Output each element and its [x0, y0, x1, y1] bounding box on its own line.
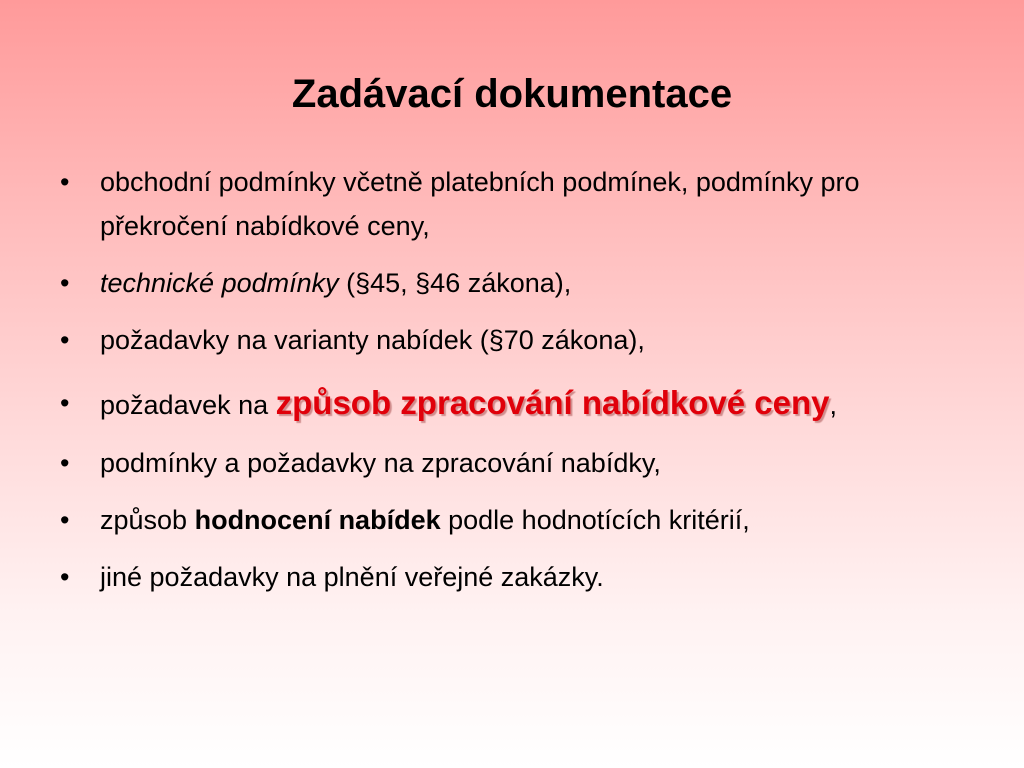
bullet-emphasis-bold: hodnocení nabídek: [194, 505, 441, 535]
bullet-dot-icon: •: [60, 448, 70, 478]
bullet-text: jiné požadavky na plnění veřejné zakázky.: [100, 562, 604, 592]
bullet-emphasis-italic: technické podmínky: [100, 268, 339, 298]
bullet-item-offer-processing: [60, 441, 960, 485]
bullet-dot-icon: •: [60, 268, 70, 298]
bullet-text: obchodní podmínky včetně platebních podmínek, podmínky pro překročení nabídkové ceny,: [100, 167, 860, 241]
bullet-dot-icon: •: [60, 388, 70, 418]
bullet-dot-icon: •: [60, 325, 70, 355]
bullet-text: podmínky a požadavky na zpracování nabídky,: [100, 448, 661, 478]
bullet-emphasis-red: způsob zpracování nabídkové ceny: [275, 384, 830, 421]
bullet-list: [60, 160, 960, 612]
bullet-text-after: (§45, §46 zákona),: [338, 268, 572, 298]
bullet-text: požadavky na varianty nabídek (§70 zákona),: [100, 325, 645, 355]
bullet-item-commercial-terms: [60, 160, 960, 248]
bullet-item-price-processing: [60, 375, 960, 433]
bullet-dot-icon: •: [60, 505, 70, 535]
bullet-text-before: způsob: [100, 505, 195, 535]
bullet-dot-icon: •: [60, 167, 70, 197]
bullet-dot-icon: •: [60, 562, 70, 592]
bullet-item-variants: [60, 318, 960, 362]
bullet-item-technical-conditions: [60, 261, 960, 305]
bullet-text-after: ,: [829, 390, 837, 420]
bullet-text-after: podle hodnotících kritérií,: [440, 505, 750, 535]
bullet-text-before: požadavek na: [100, 390, 276, 420]
bullet-item-other-requirements: [60, 555, 960, 599]
bullet-item-evaluation: [60, 498, 960, 542]
slide-title: Zadávací dokumentace: [291, 72, 733, 116]
